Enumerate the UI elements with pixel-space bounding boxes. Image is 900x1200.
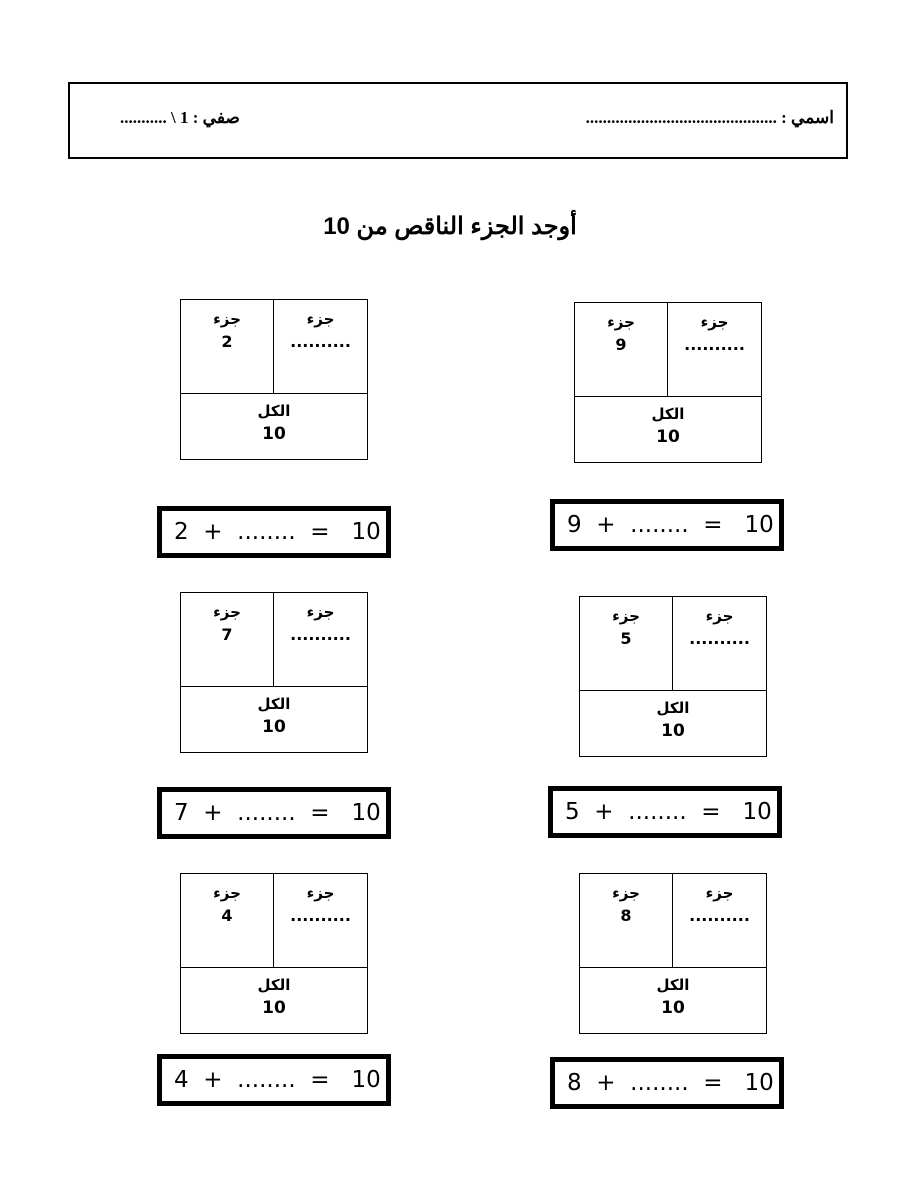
whole-label: الكل	[656, 699, 690, 717]
whole-cell	[181, 687, 367, 753]
equation-box[interactable]: 2 + ........ = 10	[157, 506, 391, 558]
whole-label: الكل	[257, 695, 291, 713]
equation-box[interactable]: 4 + ........ = 10	[157, 1054, 391, 1106]
known-part-cell	[181, 300, 274, 393]
known-part-value: 9	[615, 335, 627, 354]
part-whole-box	[180, 299, 368, 460]
part-label: جزء	[705, 884, 734, 902]
whole-cell	[575, 397, 761, 463]
part-label: جزء	[306, 310, 335, 328]
whole-label: الكل	[656, 976, 690, 994]
part-whole-box	[579, 873, 767, 1034]
equation-box[interactable]: 5 + ........ = 10	[548, 786, 782, 838]
part-whole-box	[180, 873, 368, 1034]
known-part-value: 4	[221, 906, 233, 925]
missing-part-cell[interactable]	[274, 593, 367, 686]
whole-cell	[580, 968, 766, 1034]
missing-part-blank: ..........	[689, 629, 750, 648]
whole-value: 10	[262, 717, 286, 737]
known-part-cell	[580, 597, 673, 690]
whole-value: 10	[661, 721, 685, 741]
whole-label: الكل	[257, 976, 291, 994]
missing-part-blank: ..........	[290, 906, 351, 925]
whole-cell	[181, 394, 367, 460]
whole-value: 10	[262, 998, 286, 1018]
whole-cell	[181, 968, 367, 1034]
student-info-box	[68, 82, 848, 159]
part-label: جزء	[612, 884, 640, 902]
name-blank: .............................................	[585, 108, 777, 127]
known-part-cell	[575, 303, 668, 396]
equation-box[interactable]: 7 + ........ = 10	[157, 787, 391, 839]
part-label: جزء	[700, 313, 729, 331]
known-part-cell	[181, 874, 274, 967]
part-label: جزء	[213, 884, 241, 902]
missing-part-blank: ..........	[290, 332, 351, 351]
known-part-cell	[580, 874, 673, 967]
whole-value: 10	[661, 998, 685, 1018]
part-label: جزء	[612, 607, 640, 625]
known-part-cell	[181, 593, 274, 686]
part-label: جزء	[705, 607, 734, 625]
missing-part-blank: ..........	[684, 335, 745, 354]
part-label: جزء	[306, 884, 335, 902]
name-label: اسمي :	[781, 108, 834, 127]
class-label: صفي : 1 \	[171, 108, 240, 127]
missing-part-cell[interactable]	[673, 597, 766, 690]
part-label: جزء	[213, 603, 241, 621]
missing-part-cell[interactable]	[673, 874, 766, 967]
class-blank: ...........	[120, 108, 167, 127]
whole-value: 10	[262, 424, 286, 444]
whole-cell	[580, 691, 766, 757]
whole-label: الكل	[257, 402, 291, 420]
equation-box[interactable]: 9 + ........ = 10	[550, 499, 784, 551]
worksheet-title: أوجد الجزء الناقص من 10	[323, 213, 577, 240]
part-whole-box	[574, 302, 762, 463]
whole-label: الكل	[651, 405, 685, 423]
known-part-value: 7	[221, 625, 233, 644]
missing-part-blank: ..........	[290, 625, 351, 644]
part-label: جزء	[306, 603, 335, 621]
missing-part-cell[interactable]	[274, 874, 367, 967]
known-part-value: 5	[620, 629, 632, 648]
part-label: جزء	[213, 310, 241, 328]
known-part-value: 2	[221, 332, 233, 351]
part-whole-box	[579, 596, 767, 757]
part-whole-box	[180, 592, 368, 753]
whole-value: 10	[656, 427, 680, 447]
name-field[interactable]	[586, 108, 834, 128]
missing-part-cell[interactable]	[274, 300, 367, 393]
missing-part-cell[interactable]	[668, 303, 761, 396]
part-label: جزء	[607, 313, 635, 331]
class-field[interactable]	[120, 108, 240, 128]
known-part-value: 8	[620, 906, 632, 925]
missing-part-blank: ..........	[689, 906, 750, 925]
equation-box[interactable]: 8 + ........ = 10	[550, 1057, 784, 1109]
